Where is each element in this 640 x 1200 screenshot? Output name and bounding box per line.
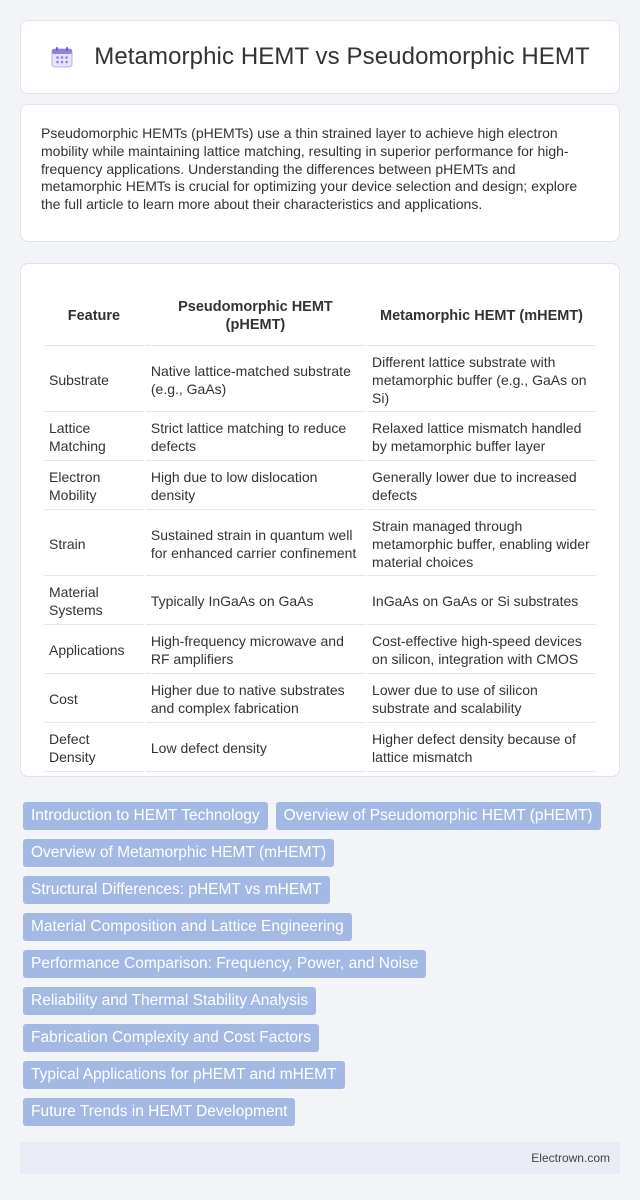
table-cell-mhemt: Different lattice substrate with metamorphic buffer (e.g., GaAs on Si)	[367, 348, 596, 412]
table-row	[44, 348, 596, 412]
tag-row	[23, 1024, 623, 1052]
table-cell-phemt: Sustained strain in quantum well for enhanced carrier confinement	[146, 512, 365, 576]
table-cell-feature: Material Systems	[44, 578, 144, 625]
tag-row	[23, 839, 623, 867]
tag-row	[23, 950, 623, 978]
table-cell-feature: Electron Mobility	[44, 463, 144, 510]
table-cell-phemt: Higher due to native substrates and complex fabrication	[146, 676, 365, 723]
table-cell-mhemt: Generally lower due to increased defects	[367, 463, 596, 510]
comparison-table-card	[20, 263, 620, 777]
table-cell-feature: Lattice Matching	[44, 414, 144, 461]
comparison-table	[42, 284, 598, 774]
table-row	[44, 578, 596, 625]
tag-row	[23, 987, 623, 1015]
table-cell-feature: Applications	[44, 627, 144, 674]
topic-tag-performance-comparison[interactable]: Performance Comparison: Frequency, Power, and Noise	[23, 950, 426, 978]
title-wrap	[50, 43, 590, 71]
table-cell-feature: Defect Density	[44, 725, 144, 772]
intro-card	[20, 104, 620, 242]
table-header-row	[44, 286, 596, 346]
column-header-phemt: Pseudomorphic HEMT (pHEMT)	[146, 286, 365, 346]
tag-row	[23, 913, 623, 941]
table-cell-phemt: High due to low dislocation density	[146, 463, 365, 510]
table-cell-feature: Cost	[44, 676, 144, 723]
table-row	[44, 414, 596, 461]
table-row	[44, 463, 596, 510]
tag-row	[23, 802, 623, 830]
table-cell-mhemt: InGaAs on GaAs or Si substrates	[367, 578, 596, 625]
page-title: Metamorphic HEMT vs Pseudomorphic HEMT	[94, 43, 590, 70]
tag-row	[23, 876, 623, 904]
table-cell-phemt: Strict lattice matching to reduce defects	[146, 414, 365, 461]
topic-tag-material-composition[interactable]: Material Composition and Lattice Engineering	[23, 913, 352, 941]
table-row	[44, 725, 596, 772]
column-header-feature: Feature	[44, 286, 144, 346]
table-row	[44, 512, 596, 576]
table-cell-phemt: Typically InGaAs on GaAs	[146, 578, 365, 625]
table-cell-mhemt: Strain managed through metamorphic buffer, enabling wider material choices	[367, 512, 596, 576]
footer	[20, 1142, 620, 1174]
table-cell-mhemt: Cost-effective high-speed devices on silicon, integration with CMOS	[367, 627, 596, 674]
topic-tag-future-trends[interactable]: Future Trends in HEMT Development	[23, 1098, 295, 1126]
table-row	[44, 676, 596, 723]
topic-tags	[23, 802, 623, 1135]
intro-paragraph: Pseudomorphic HEMTs (pHEMTs) use a thin strained layer to achieve high electron mobility while maintaining lattice matching, resulting in superior performance for high-frequency applications. Understanding the differences between pHEMTs and metamorphic HEMTs is crucial for optimizing your device selection and design; explore the full article to learn more about their characteristics and applications.	[41, 125, 578, 213]
footer-site-name: Electrown.com	[531, 1151, 610, 1165]
header-card	[20, 20, 620, 94]
topic-tag-typical-applications[interactable]: Typical Applications for pHEMT and mHEMT	[23, 1061, 345, 1089]
table-cell-mhemt: Lower due to use of silicon substrate and scalability	[367, 676, 596, 723]
topic-tag-fabrication-cost[interactable]: Fabrication Complexity and Cost Factors	[23, 1024, 319, 1052]
tag-row	[23, 1098, 623, 1126]
calendar-icon	[50, 45, 74, 69]
topic-tag-structural-differences[interactable]: Structural Differences: pHEMT vs mHEMT	[23, 876, 330, 904]
table-row	[44, 627, 596, 674]
topic-tag-phemt-overview[interactable]: Overview of Pseudomorphic HEMT (pHEMT)	[276, 802, 601, 830]
tag-row	[23, 1061, 623, 1089]
table-cell-mhemt: Relaxed lattice mismatch handled by metamorphic buffer layer	[367, 414, 596, 461]
table-cell-mhemt: Higher defect density because of lattice mismatch	[367, 725, 596, 772]
table-cell-phemt: Native lattice-matched substrate (e.g., GaAs)	[146, 348, 365, 412]
topic-tag-mhemt-overview[interactable]: Overview of Metamorphic HEMT (mHEMT)	[23, 839, 334, 867]
table-cell-feature: Strain	[44, 512, 144, 576]
table-cell-feature: Substrate	[44, 348, 144, 412]
topic-tag-reliability[interactable]: Reliability and Thermal Stability Analysis	[23, 987, 316, 1015]
column-header-mhemt: Metamorphic HEMT (mHEMT)	[367, 286, 596, 346]
topic-tag-introduction[interactable]: Introduction to HEMT Technology	[23, 802, 268, 830]
table-cell-phemt: High-frequency microwave and RF amplifiers	[146, 627, 365, 674]
table-cell-phemt: Low defect density	[146, 725, 365, 772]
